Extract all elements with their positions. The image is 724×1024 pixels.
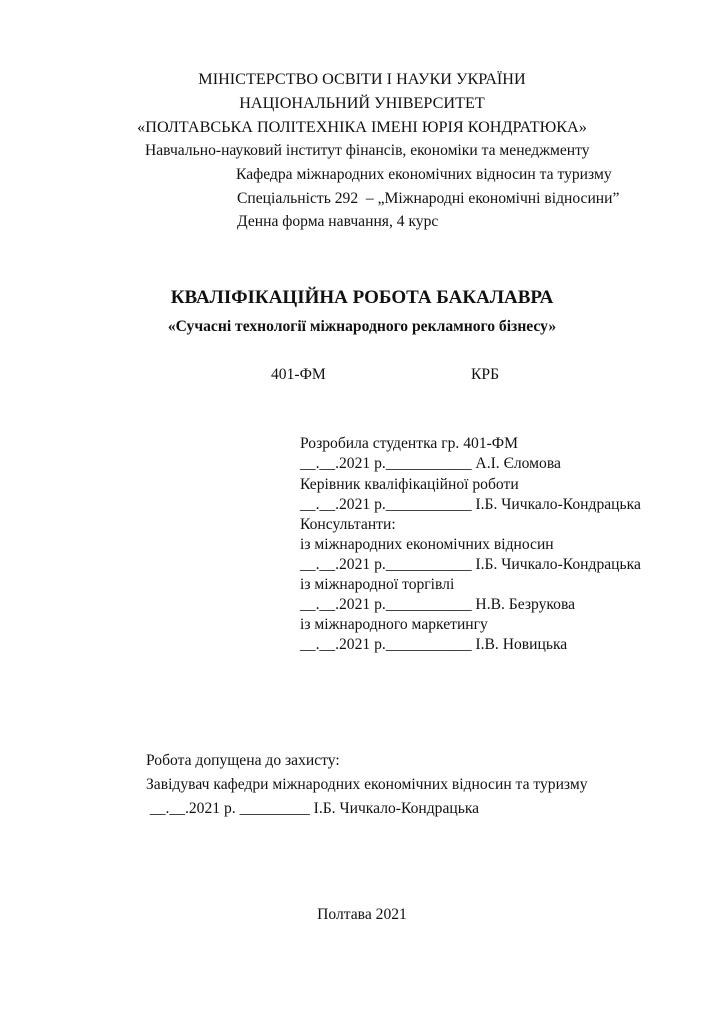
supervisor-label: Керівник кваліфікаційної роботи [300, 476, 519, 493]
specialty-line: Спеціальність 292 – „Міжнародні економічні відносини” [237, 190, 620, 207]
admitted-label: Робота допущена до захисту: [146, 752, 340, 769]
city-year: Полтава 2021 [317, 906, 407, 923]
university-name-line: «ПОЛТАВСЬКА ПОЛІТЕХНІКА ІМЕНІ ЮРІЯ КОНДРАТЮКА» [137, 118, 587, 136]
thesis-topic: «Сучасні технології міжнародного рекламного бізнесу» [167, 318, 557, 335]
consultant-marketing-label: із міжнародного маркетингу [300, 616, 488, 633]
supervisor-signature: __.__.2021 р.___________ І.Б. Чичкало-Кондрацька [300, 496, 641, 513]
document-code: КРБ [471, 366, 500, 383]
consultant-marketing-signature: __.__.2021 р.___________ І.В. Новицька [300, 636, 568, 653]
institute-line: Навчально-науковий інститут фінансів, економіки та менеджменту [145, 142, 590, 159]
head-of-department-label: Завідувач кафедри міжнародних економічних відносин та туризму [146, 776, 588, 793]
group-code: 401-ФМ [271, 366, 326, 383]
document-title: КВАЛІФІКАЦІЙНА РОБОТА БАКАЛАВРА [170, 287, 554, 308]
ministry-line: МІНІСТЕРСТВО ОСВІТИ І НАУКИ УКРАЇНИ [198, 70, 526, 88]
student-label: Розробила студентка гр. 401-ФМ [300, 435, 518, 452]
consultant-ier-signature: __.__.2021 р.___________ І.Б. Чичкало-Кондрацька [300, 556, 641, 573]
consultants-label: Консультанти: [300, 516, 396, 533]
consultant-ier-label: із міжнародних економічних відносин [300, 536, 554, 553]
head-signature: __.__.2021 р. _________ І.Б. Чичкало-Кондрацька [146, 800, 480, 817]
university-type-line: НАЦІОНАЛЬНИЙ УНІВЕРСИТЕТ [239, 94, 485, 112]
study-form-line: Денна форма навчання, 4 курс [237, 213, 439, 230]
consultant-trade-label: із міжнародної торгівлі [300, 576, 455, 593]
student-signature: __.__.2021 р.___________ А.І. Єломова [300, 455, 561, 472]
consultant-trade-signature: __.__.2021 р.___________ Н.В. Безрукова [300, 596, 576, 613]
department-line: Кафедра міжнародних економічних відносин та туризму [236, 166, 612, 183]
